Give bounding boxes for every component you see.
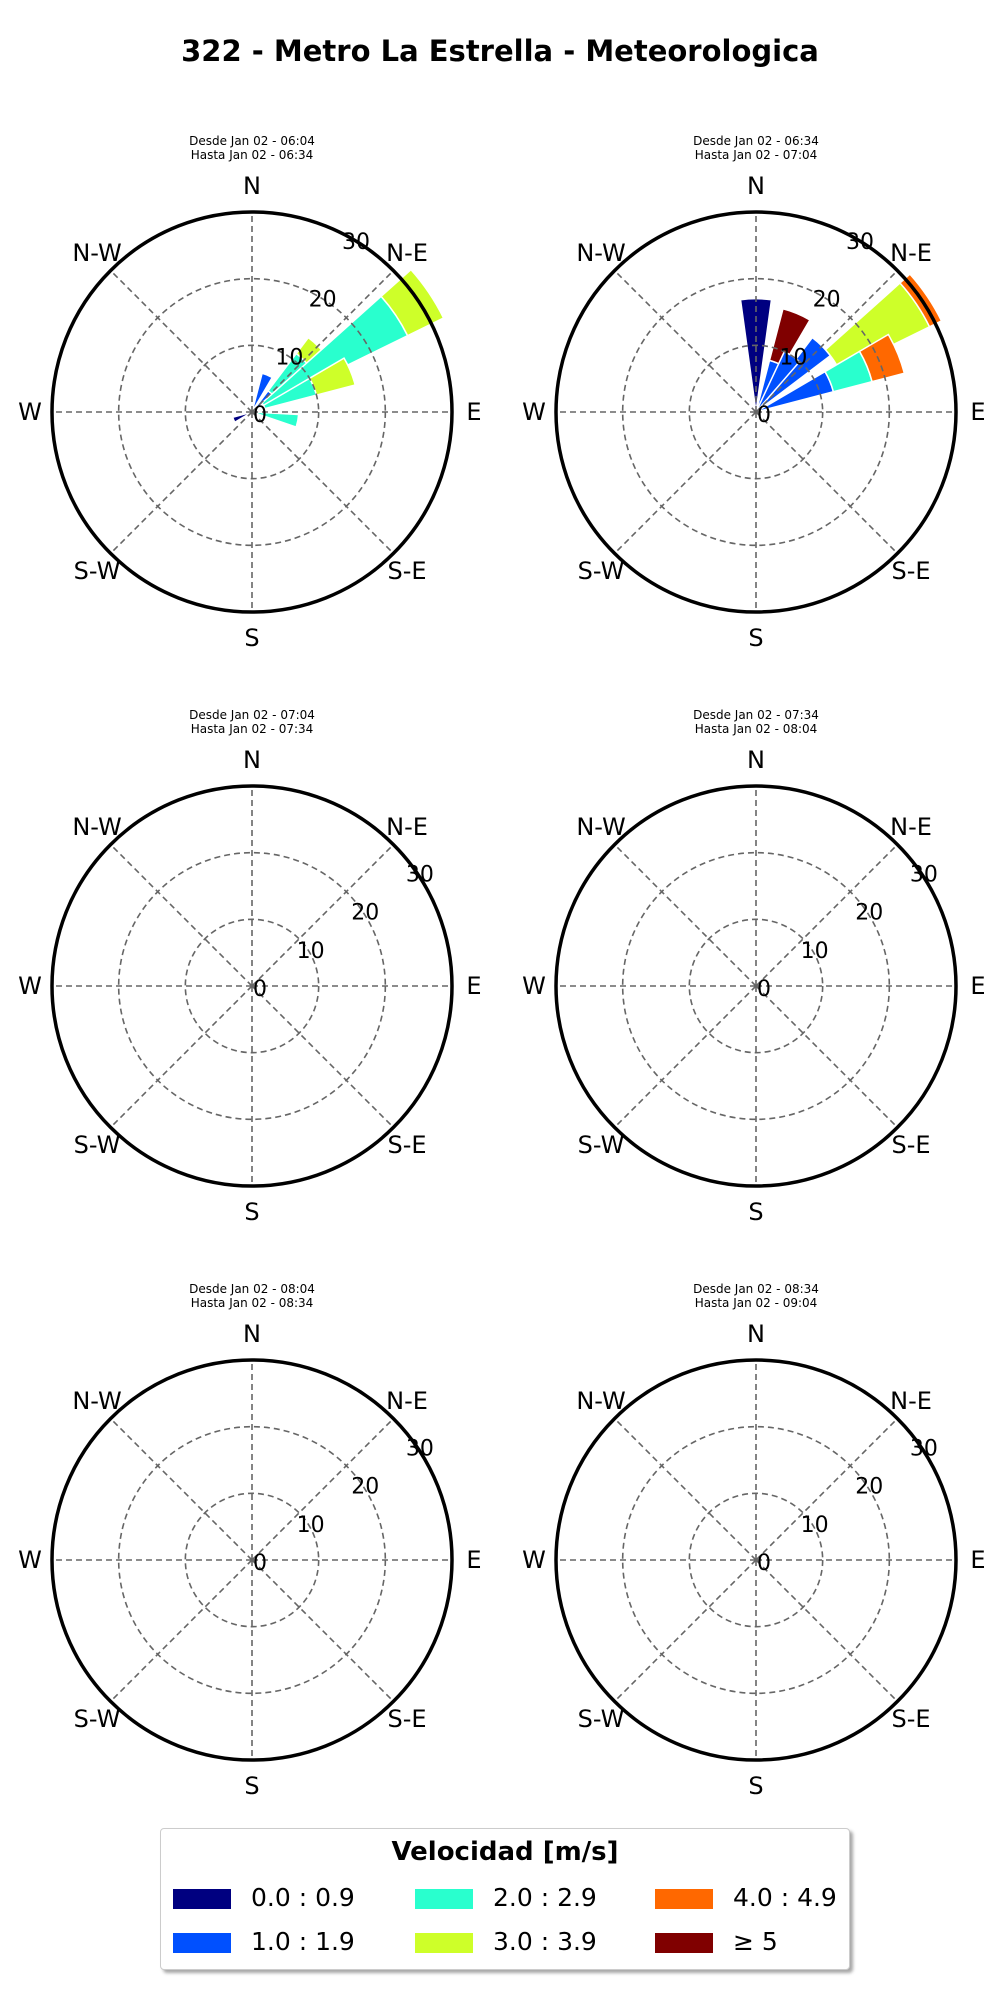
grid-spoke [615,412,756,553]
windrose-panel [506,1310,1000,1810]
radial-tick-label: 20 [855,1474,884,1500]
grid-spoke [615,845,756,986]
legend-label: 2.0 : 2.9 [493,1883,597,1912]
radial-tick-label: 0 [253,977,267,1002]
panel-subtitle [516,708,996,736]
radial-tick-label: 20 [855,900,884,926]
radial-tick-label: 20 [812,287,841,313]
legend-swatch [415,1933,473,1953]
direction-label: N [243,1320,261,1348]
direction-label: S [244,1198,260,1226]
direction-label: N-W [576,239,626,267]
direction-label: N-W [576,813,626,841]
grid-spoke [615,1419,756,1560]
panel-subtitle-line: Desde Jan 02 - 08:04 [189,1282,315,1296]
direction-label: W [522,1546,546,1574]
radial-tick-label: 10 [296,938,325,964]
direction-label: S [748,624,764,652]
radial-tick-label: 10 [779,345,808,371]
grid-spoke [111,271,252,412]
grid-spoke [111,986,252,1127]
panel-subtitle-line: Desde Jan 02 - 07:04 [189,708,315,722]
radial-tick-label: 0 [757,403,771,428]
panel-subtitle-line: Desde Jan 02 - 06:34 [693,134,819,148]
direction-label: S [748,1198,764,1226]
panel-subtitle-line: Hasta Jan 02 - 07:34 [190,722,314,736]
direction-label: E [970,972,986,1000]
direction-label: E [466,1546,482,1574]
grid-spoke [111,845,252,986]
direction-label: S [748,1772,764,1800]
direction-label: S-W [577,1705,625,1733]
grid-spoke [756,1560,897,1701]
direction-label: S [244,624,260,652]
panel-subtitle-line: Desde Jan 02 - 08:34 [693,1282,819,1296]
panel-subtitle [516,134,996,162]
panel-subtitle-line: Hasta Jan 02 - 08:34 [190,1296,314,1310]
direction-label: W [18,398,42,426]
direction-label: E [970,398,986,426]
grid-spoke [615,1560,756,1701]
direction-label: S-W [73,557,121,585]
windrose-panel [2,1310,502,1810]
radial-tick-label: 0 [757,1551,771,1576]
panel-subtitle-line: Desde Jan 02 - 07:34 [693,708,819,722]
radial-tick-label: 10 [800,938,829,964]
panel-subtitle [12,134,492,162]
panel-subtitle-line: Desde Jan 02 - 06:04 [189,134,315,148]
grid-spoke [252,412,393,553]
legend-swatch [655,1889,713,1909]
direction-label: N-E [890,1387,932,1415]
direction-label: S-W [577,557,625,585]
direction-label: N-E [890,239,932,267]
direction-label: N-W [72,239,122,267]
radial-tick-label: 20 [351,900,380,926]
legend-swatch [173,1933,231,1953]
radial-tick-label: 0 [757,977,771,1002]
direction-label: N-E [386,813,428,841]
radial-tick-label: 20 [351,1474,380,1500]
direction-label: N [243,172,261,200]
radial-tick-label: 10 [800,1512,829,1538]
direction-label: S [244,1772,260,1800]
direction-label: S-E [387,1131,427,1159]
direction-label: E [970,1546,986,1574]
direction-label: E [466,972,482,1000]
radial-tick-label: 30 [909,862,938,888]
legend-title: Velocidad [m/s] [391,1837,619,1867]
radial-tick-label: 10 [296,1512,325,1538]
radial-tick-label: 0 [253,403,267,428]
grid-spoke [111,412,252,553]
direction-label: S-E [891,1131,931,1159]
direction-label: N-E [386,239,428,267]
legend-label: 3.0 : 3.9 [493,1927,597,1956]
windrose-panel [2,162,502,662]
direction-label: S-E [891,557,931,585]
grid-spoke [615,986,756,1127]
panel-subtitle-line: Hasta Jan 02 - 07:04 [694,148,818,162]
radial-tick-label: 20 [308,287,337,313]
radial-tick-label: 30 [846,229,874,255]
panel-subtitle-line: Hasta Jan 02 - 09:04 [694,1296,818,1310]
legend-label: 4.0 : 4.9 [733,1883,837,1912]
legend-swatch [415,1889,473,1909]
direction-label: N-W [72,1387,122,1415]
panel-subtitle [12,1282,492,1310]
page-title: 322 - Metro La Estrella - Meteorologica [181,34,819,68]
grid-spoke [756,412,897,553]
direction-label: W [18,1546,42,1574]
direction-label: N-W [72,813,122,841]
radial-tick-label: 30 [909,1436,938,1462]
direction-label: S-E [387,557,427,585]
direction-label: N [243,746,261,774]
direction-label: N-E [890,813,932,841]
grid-spoke [252,986,393,1127]
panel-subtitle-line: Hasta Jan 02 - 08:04 [694,722,818,736]
direction-label: S-E [891,1705,931,1733]
grid-spoke [615,271,756,412]
windrose-panel [2,736,502,1236]
panel-subtitle [12,708,492,736]
direction-label: N [747,746,765,774]
direction-label: W [522,398,546,426]
legend [160,1828,850,1970]
radial-tick-label: 30 [342,229,370,255]
direction-label: S-W [73,1705,121,1733]
radial-tick-label: 0 [253,1551,267,1576]
windrose-panel [506,162,1000,662]
panel-subtitle-line: Hasta Jan 02 - 06:34 [190,148,314,162]
legend-label: 1.0 : 1.9 [251,1927,355,1956]
direction-label: W [522,972,546,1000]
direction-label: N [747,1320,765,1348]
legend-swatch [173,1889,231,1909]
direction-label: N [747,172,765,200]
direction-label: N-W [576,1387,626,1415]
legend-swatch [655,1933,713,1953]
direction-label: N-E [386,1387,428,1415]
legend-label: 0.0 : 0.9 [251,1883,355,1912]
grid-spoke [111,1419,252,1560]
direction-label: S-W [73,1131,121,1159]
radial-tick-label: 10 [275,345,304,371]
radial-tick-label: 30 [405,1436,434,1462]
direction-label: W [18,972,42,1000]
legend-label: ≥ 5 [733,1927,778,1956]
grid-spoke [252,1560,393,1701]
grid-spoke [111,1560,252,1701]
direction-label: S-E [387,1705,427,1733]
direction-label: E [466,398,482,426]
grid-spoke [756,986,897,1127]
direction-label: S-W [577,1131,625,1159]
radial-tick-label: 30 [405,862,434,888]
panel-subtitle [516,1282,996,1310]
windrose-panel [506,736,1000,1236]
